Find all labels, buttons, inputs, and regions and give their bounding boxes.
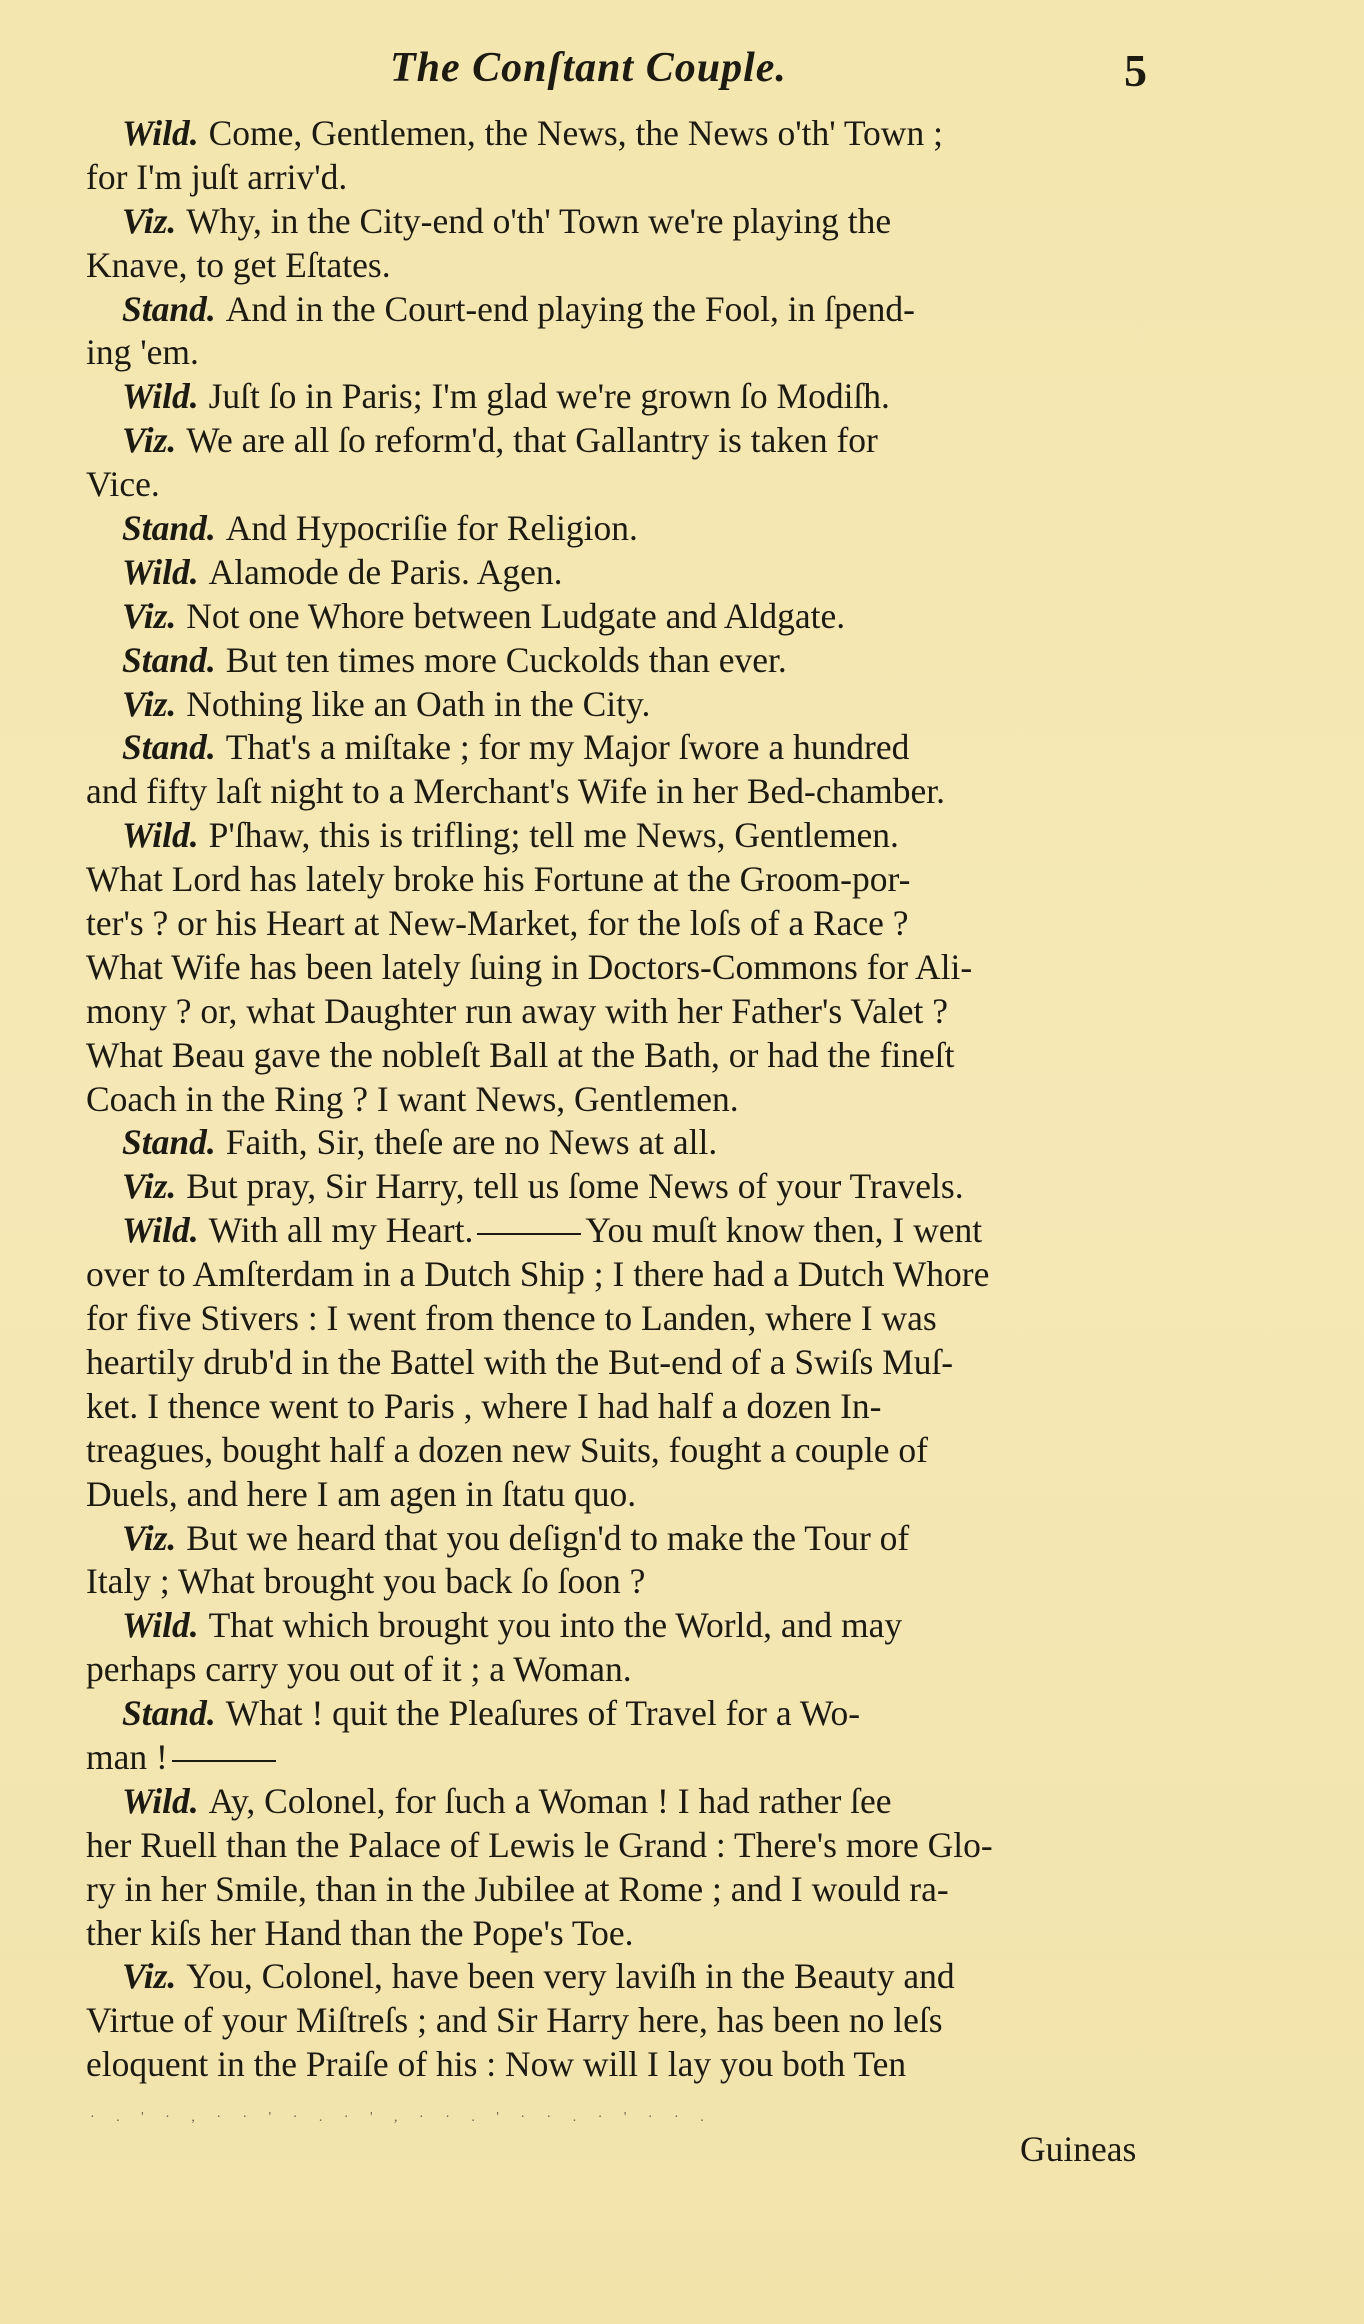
line-text: for I'm juſt arriv'd.: [86, 156, 348, 197]
text-line: [86, 1034, 1186, 1078]
speaker-name: Stand.: [122, 727, 216, 768]
text-line: [86, 1385, 1186, 1429]
speech-line: [86, 1692, 1186, 1736]
line-text: We are all ſo reform'd, that Gallantry is taken for: [186, 420, 878, 461]
line-text-continued: You muſt know then, I went: [585, 1210, 983, 1251]
speaker-name: Viz.: [122, 1956, 177, 1997]
line-text: Alamode de Paris. Agen.: [208, 551, 563, 592]
line-text: Juſt ſo in Paris; I'm glad we're grown ſo Modiſh.: [208, 376, 890, 417]
speech-line: [86, 507, 1186, 551]
speaker-name: Viz.: [122, 1166, 177, 1207]
text-line: [86, 2043, 1186, 2087]
speaker-name: Viz.: [122, 683, 177, 724]
speech-line: [86, 814, 1186, 858]
speaker-name: Viz.: [122, 200, 177, 241]
text-line: [86, 1912, 1186, 1956]
speech-line: [86, 1121, 1186, 1165]
text-line: [86, 1824, 1186, 1868]
text-line: [86, 858, 1186, 902]
line-text: What Lord has lately broke his Fortune at the Groom-por-: [86, 859, 911, 900]
line-text: But ten times more Cuckolds than ever.: [225, 639, 787, 680]
line-text: That's a miſtake ; for my Major ſwore a hundred: [225, 727, 910, 768]
dash-rule: [477, 1233, 581, 1235]
line-text: heartily drub'd in the Battel with the But-end of a Swiſs Muſ-: [86, 1341, 954, 1382]
speech-line: [86, 1780, 1186, 1824]
speech-line: [86, 1517, 1186, 1561]
line-text: for five Stivers : I went from thence to Landen, where I was: [86, 1298, 937, 1339]
speech-line: [86, 639, 1186, 683]
line-text: mony ? or, what Daughter run away with her Father's Valet ?: [86, 990, 948, 1031]
text-line: [86, 902, 1186, 946]
text-line: [86, 1078, 1186, 1122]
line-text: eloquent in the Praiſe of his : Now will I lay you both Ten: [86, 2044, 907, 2085]
line-text: and fifty laſt night to a Merchant's Wife in her Bed-chamber.: [86, 771, 946, 812]
speaker-name: Stand.: [122, 1122, 216, 1163]
speech-line: [86, 200, 1186, 244]
speech-line: [86, 1604, 1186, 1648]
catchword: Guineas: [1020, 2129, 1137, 2169]
text-line: [86, 331, 1186, 375]
line-text: Faith, Sir, theſe are no News at all.: [225, 1122, 718, 1163]
line-text: What Wife has been lately ſuing in Doctors-Commons for Ali-: [86, 946, 973, 987]
speaker-name: Wild.: [122, 1780, 199, 1821]
text-line: [86, 1341, 1186, 1385]
text-line: [86, 1999, 1186, 2043]
text-line: [86, 244, 1186, 288]
line-text: But pray, Sir Harry, tell us ſome News of your Travels.: [186, 1166, 964, 1207]
line-text: ing 'em.: [86, 332, 199, 373]
text-line: [86, 463, 1186, 507]
speaker-name: Stand.: [122, 639, 216, 680]
text-line: [86, 1253, 1186, 1297]
speaker-name: Wild.: [122, 551, 199, 592]
line-text: Italy ; What brought you back ſo ſoon ?: [86, 1561, 646, 1602]
page-number: 5: [1124, 45, 1147, 96]
text-line: [86, 156, 1186, 200]
speech-line: [86, 1165, 1186, 1209]
text-line: [86, 1560, 1186, 1604]
line-text: And Hypocriſie for Religion.: [225, 508, 638, 549]
speaker-name: Stand.: [122, 288, 216, 329]
line-text: Knave, to get Eſtates.: [86, 244, 391, 285]
text-line: [86, 990, 1186, 1034]
line-text: ket. I thence went to Paris , where I had half a dozen In-: [86, 1385, 882, 1426]
speaker-name: Stand.: [122, 1693, 216, 1734]
line-text: Duels, and here I am agen in ſtatu quo.: [86, 1473, 637, 1514]
line-text: Virtue of your Miſtreſs ; and Sir Harry here, has been no leſs: [86, 2000, 943, 2041]
text-line: [86, 1736, 1186, 1780]
line-text: And in the Court-end playing the Fool, in ſpend-: [225, 288, 915, 329]
speech-line: [86, 1209, 1186, 1253]
speaker-name: Wild.: [122, 376, 199, 417]
dash-rule: [172, 1760, 276, 1762]
speech-line: [86, 683, 1186, 727]
speech-line: [86, 1955, 1186, 1999]
speaker-name: Viz.: [122, 1517, 177, 1558]
speech-line: [86, 595, 1186, 639]
text-line: [86, 770, 1186, 814]
line-text: Vice.: [86, 464, 160, 505]
line-text: man !: [86, 1736, 168, 1777]
line-text: With all my Heart.: [208, 1210, 474, 1251]
line-text: Not one Whore between Ludgate and Aldgate.: [186, 595, 846, 636]
line-text: over to Amſterdam in a Dutch Ship ; I there had a Dutch Whore: [86, 1254, 990, 1295]
line-text: her Ruell than the Palace of Lewis le Grand : There's more Glo-: [86, 1824, 993, 1865]
line-text: You, Colonel, have been very laviſh in the Beauty and: [186, 1956, 955, 1997]
line-text: perhaps carry you out of it ; a Woman.: [86, 1649, 632, 1690]
speech-line: [86, 419, 1186, 463]
line-text: That which brought you into the World, and may: [208, 1605, 903, 1646]
text-line: [86, 1473, 1186, 1517]
line-text: Ay, Colonel, for ſuch a Woman ! I had rather ſee: [208, 1780, 892, 1821]
print-specks: · . ' · , · · ' · . · ' , · · . ' · · . · ' · · .: [90, 2110, 713, 2125]
line-text: Why, in the City-end o'th' Town we're playing the: [186, 200, 892, 241]
speech-line: [86, 551, 1186, 595]
page-header: [0, 44, 1364, 104]
line-text: P'ſhaw, this is trifling; tell me News, Gentlemen.: [208, 815, 899, 856]
line-text: Nothing like an Oath in the City.: [186, 683, 651, 724]
speaker-name: Stand.: [122, 508, 216, 549]
line-text: ther kiſs her Hand than the Pope's Toe.: [86, 1912, 634, 1953]
text-line: [86, 1868, 1186, 1912]
line-text: What Beau gave the nobleſt Ball at the Bath, or had the fineſt: [86, 1034, 955, 1075]
text-line: [86, 1297, 1186, 1341]
play-text: [86, 112, 1186, 2087]
speaker-name: Viz.: [122, 595, 177, 636]
line-text: ter's ? or his Heart at New-Market, for the loſs of a Race ?: [86, 903, 909, 944]
line-text: treagues, bought half a dozen new Suits, fought a couple of: [86, 1429, 928, 1470]
speaker-name: Wild.: [122, 1605, 199, 1646]
speaker-name: Viz.: [122, 420, 177, 461]
line-text: But we heard that you deſign'd to make the Tour of: [186, 1517, 910, 1558]
speaker-name: Wild.: [122, 815, 199, 856]
speaker-name: Wild.: [122, 1210, 199, 1251]
line-text: Come, Gentlemen, the News, the News o'th' Town ;: [208, 113, 943, 153]
text-line: [86, 1648, 1186, 1692]
speech-line: [86, 112, 1186, 156]
speaker-name: Wild.: [122, 113, 199, 153]
line-text: ry in her Smile, than in the Jubilee at Rome ; and I would ra-: [86, 1868, 949, 1909]
speech-line: [86, 726, 1186, 770]
line-text: Coach in the Ring ? I want News, Gentlemen.: [86, 1078, 739, 1119]
text-line: [86, 946, 1186, 990]
running-title: The Conſtant Couple.: [390, 45, 787, 91]
speech-line: [86, 288, 1186, 332]
text-line: [86, 1429, 1186, 1473]
line-text: What ! quit the Pleaſures of Travel for a Wo-: [225, 1693, 861, 1734]
speech-line: [86, 375, 1186, 419]
